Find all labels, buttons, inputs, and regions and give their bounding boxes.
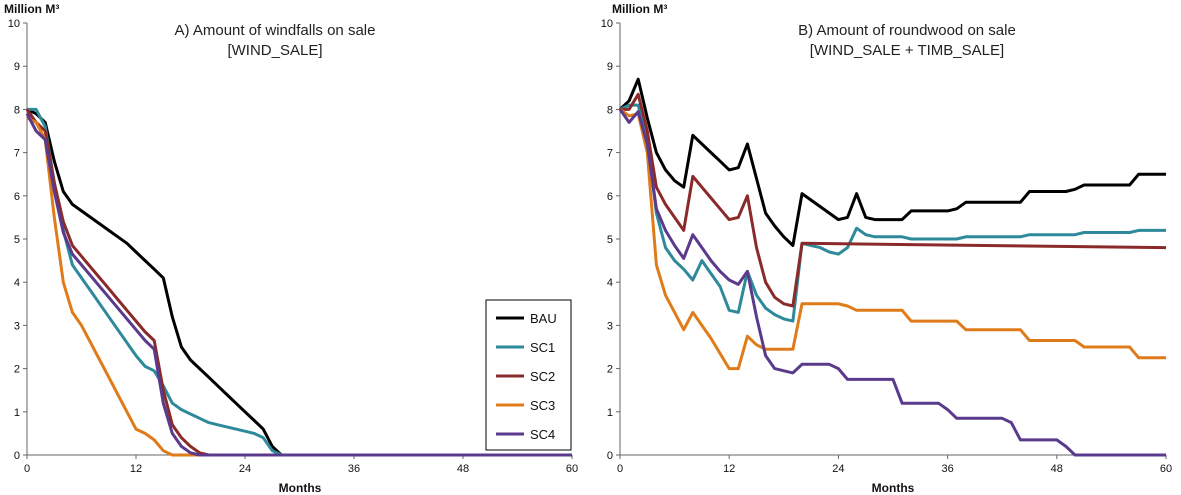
chart-a-x-tick-label: 60 bbox=[565, 463, 579, 475]
chart-a-subtitle: [WIND_SALE] bbox=[227, 42, 323, 59]
chart-a-x-tick-label: 0 bbox=[23, 463, 31, 475]
chart-b-x-tick-label: 60 bbox=[1159, 463, 1173, 475]
chart-a-y-tick-label: 9 bbox=[13, 61, 20, 74]
chart-b-y-tick-label: 6 bbox=[606, 190, 613, 203]
chart-b-series-sc1 bbox=[620, 105, 1166, 321]
chart-a-legend bbox=[486, 300, 571, 450]
legend-label-sc2: SC2 bbox=[530, 369, 556, 384]
chart-b-y-tick-label: 2 bbox=[606, 363, 613, 376]
chart-b-y-tick-label: 9 bbox=[606, 61, 613, 74]
chart-b bbox=[601, 2, 1172, 495]
chart-b-y-tick-label: 7 bbox=[606, 147, 613, 160]
chart-a-x-tick-label: 24 bbox=[238, 463, 252, 475]
chart-b-series-sc3 bbox=[620, 109, 1166, 368]
chart-a-y-tick-label: 0 bbox=[13, 450, 20, 462]
legend-label-bau: BAU bbox=[530, 311, 557, 326]
chart-a-x-tick-label: 12 bbox=[129, 463, 143, 475]
chart-b-x-tick-label: 12 bbox=[723, 463, 736, 475]
chart-a-ylabel: Million M³ bbox=[4, 2, 60, 16]
chart-a-title: A) Amount of windfalls on sale bbox=[174, 22, 376, 39]
chart-b-x-tick-label: 48 bbox=[1050, 463, 1063, 475]
chart-b-y-tick-label: 8 bbox=[606, 104, 613, 117]
chart-a-y-tick-label: 10 bbox=[7, 18, 20, 30]
chart-a-y-tick-label: 6 bbox=[13, 190, 20, 203]
chart-a-x-tick-label: 36 bbox=[347, 463, 361, 475]
chart-a-y-tick-label: 1 bbox=[13, 406, 20, 419]
chart-a bbox=[4, 2, 578, 495]
legend-label-sc1: SC1 bbox=[530, 340, 556, 355]
chart-b-title: B) Amount of roundwood on sale bbox=[798, 22, 1016, 39]
chart-a-y-tick-label: 3 bbox=[13, 320, 20, 333]
chart-a-y-tick-label: 8 bbox=[13, 104, 20, 117]
chart-a-y-tick-label: 5 bbox=[13, 234, 20, 246]
chart-b-series-sc4 bbox=[620, 109, 1166, 455]
chart-b-y-tick-label: 3 bbox=[606, 320, 613, 333]
chart-b-y-tick-label: 0 bbox=[606, 450, 613, 462]
chart-b-y-tick-label: 4 bbox=[606, 277, 613, 290]
legend-label-sc4: SC4 bbox=[530, 427, 556, 442]
chart-b-x-tick-label: 24 bbox=[832, 463, 845, 475]
chart-a-xlabel: Months bbox=[278, 481, 322, 495]
chart-a-y-tick-label: 2 bbox=[13, 363, 20, 376]
legend-label-sc3: SC3 bbox=[530, 398, 556, 413]
chart-a-y-tick-label: 7 bbox=[13, 147, 20, 160]
chart-b-y-tick-label: 1 bbox=[606, 406, 613, 419]
chart-b-xlabel: Months bbox=[871, 481, 915, 495]
chart-b-ylabel: Million M³ bbox=[612, 2, 668, 16]
chart-a-y-tick-label: 4 bbox=[13, 277, 20, 290]
chart-b-x-tick-label: 0 bbox=[616, 463, 624, 475]
chart-b-subtitle: [WIND_SALE + TIMB_SALE] bbox=[809, 42, 1005, 59]
chart-b-y-tick-label: 5 bbox=[606, 234, 613, 246]
chart-b-series-bau bbox=[620, 79, 1166, 245]
chart-a-x-tick-label: 48 bbox=[456, 463, 470, 475]
chart-b-y-tick-label: 10 bbox=[600, 18, 613, 30]
chart-b-series-sc2 bbox=[620, 94, 1166, 306]
chart-b-x-tick-label: 36 bbox=[941, 463, 954, 475]
chart-b-series bbox=[620, 79, 1166, 455]
